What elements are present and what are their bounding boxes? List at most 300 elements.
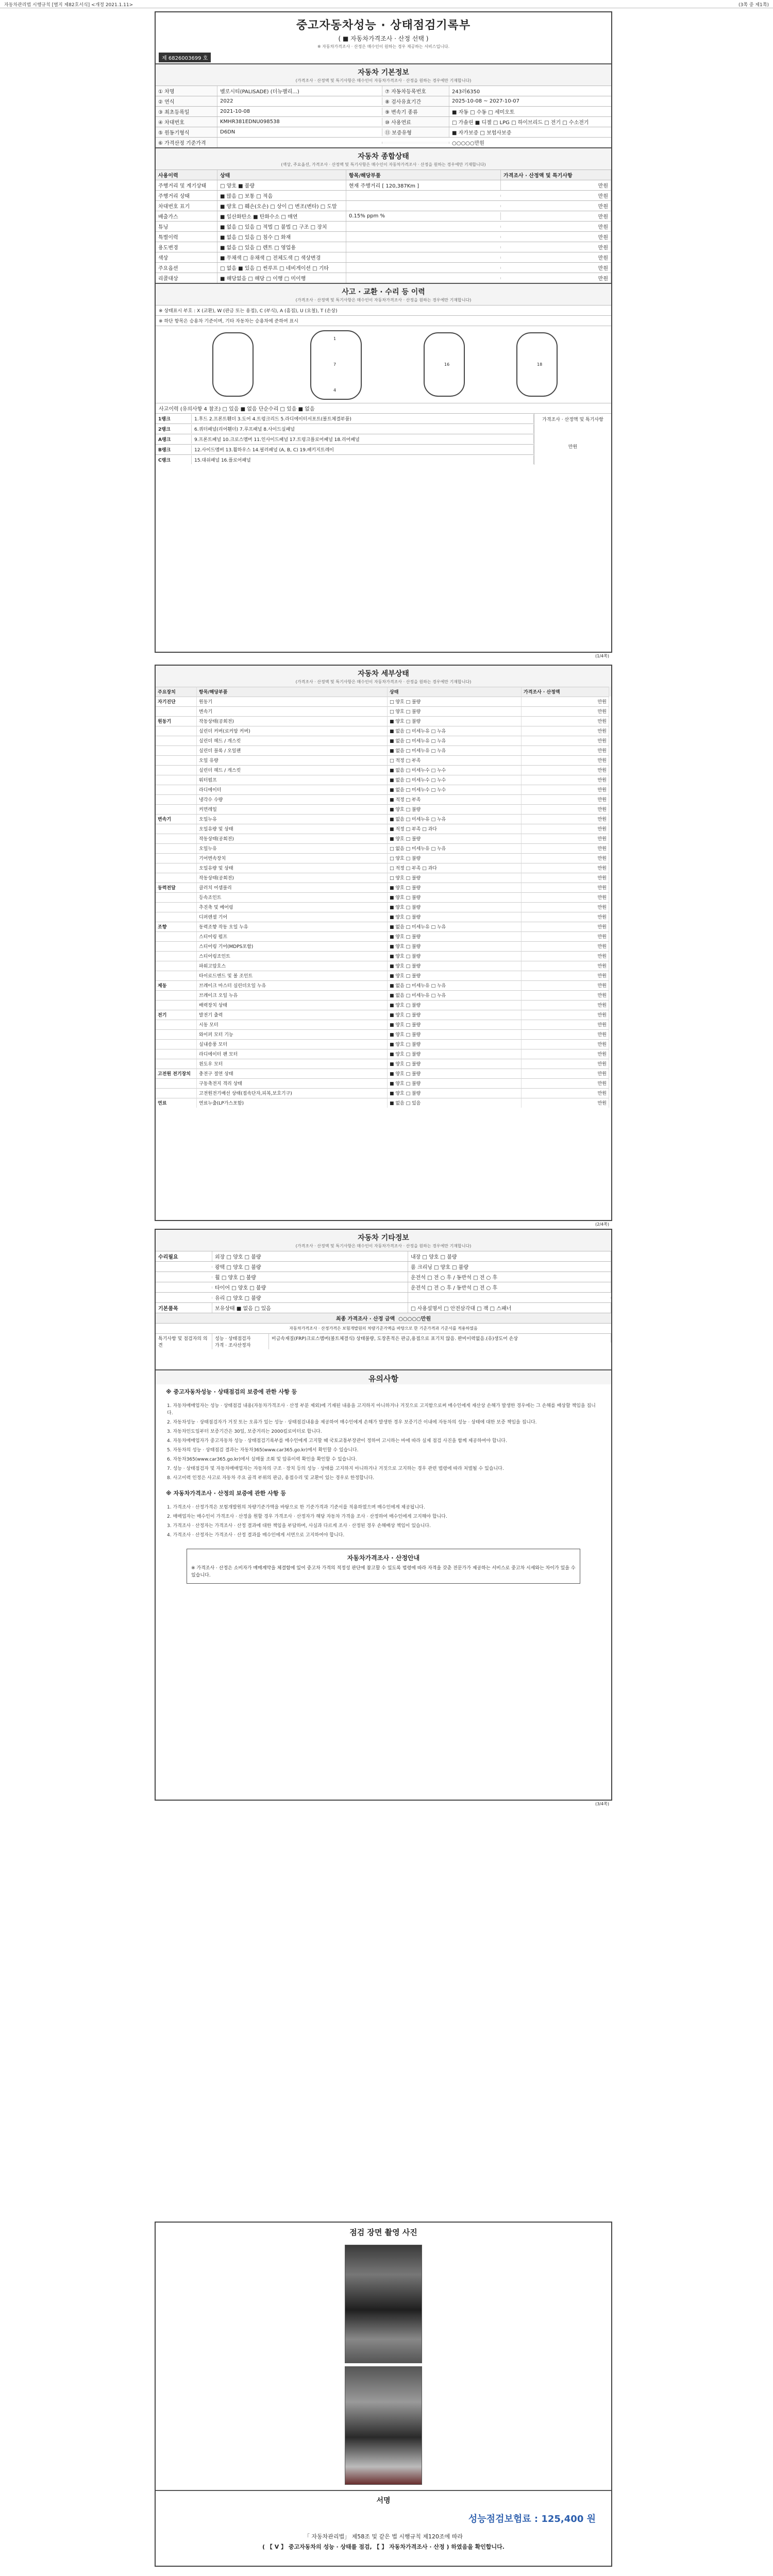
page-4 (155, 2222, 612, 2567)
item-status: ■ 양호 □ 불량 (388, 941, 522, 951)
part-number: 7 (333, 362, 337, 367)
row-label: 기본품목 (156, 1303, 212, 1313)
item-label: 파워고압호스 (197, 961, 388, 971)
item-status: ■ 없음 □ 미세누유 □ 누유 (388, 990, 522, 1000)
field-value: ○○○○○만원 (452, 141, 484, 146)
section-subtitle: (가격조사 · 산정액 및 특기사항은 매수인이 자동차가격조사 · 산정을 원하는 경우에만 기재합니다) (156, 679, 611, 687)
parts-rank-row (156, 434, 534, 444)
item-label: 오일유량 및 상태 (197, 863, 388, 873)
item-label: 추진축 및 베어링 (197, 902, 388, 912)
item-status: ■ 양호 □ 불량 (388, 961, 522, 971)
basic-info-row (156, 127, 611, 137)
row-label (156, 1297, 212, 1299)
row-left: 타이어 □ 양호 □ 불량 (212, 1282, 408, 1292)
item-label: 윈도우 모터 (197, 1059, 388, 1069)
group-label (156, 961, 197, 971)
part-number: 1 (333, 336, 337, 341)
group-label (156, 1039, 197, 1049)
column-header: 주요장치 (156, 687, 197, 697)
item-status: ■ 양호 □ 불량 (388, 1000, 522, 1010)
group-label (156, 941, 197, 951)
column-header: 상태 (217, 170, 346, 180)
price-unit: 만원 (522, 853, 609, 863)
parts-rank-row (156, 444, 534, 454)
section-subtitle: (가격조사 · 산정액 및 특기사항은 매수인이 자동차가격조사 · 산정을 원하는 경우에만 기재합니다) (156, 297, 611, 305)
table-cell: 만원 (501, 263, 611, 273)
page-count: (3쪽 중 제1쪽) (738, 3, 769, 8)
item-label: 클러치 어셈블리 (197, 883, 388, 892)
group-label: 전기 (156, 1010, 197, 1020)
parts-rank-table (156, 413, 534, 465)
car-outline-left (212, 332, 254, 397)
field-value (217, 142, 382, 144)
table-cell: □ 없음 ■ 있음 □ 썬루프 □ 네비게이션 □ 기타 (217, 263, 346, 273)
item-status: ■ 양호 □ 불량 (388, 951, 522, 961)
item-status: ■ 없음 □ 미세누유 □ 누유 (388, 736, 522, 745)
table-cell: 만원 (501, 211, 611, 221)
sign-section (156, 2490, 611, 2551)
page-2 (155, 665, 612, 1227)
field-label: ③ 최초등록일 (156, 107, 217, 116)
item-label: 충전구 절연 상태 (197, 1069, 388, 1078)
price-unit: 만원 (522, 824, 609, 834)
rank-parts: 15.대쉬패널 16.플로어패널 (192, 455, 534, 464)
notice-item: 7. 성능 · 상태점검자 및 자동차매매업자는 자동차의 구조 · 장치 등의 성능 · 상태를 고지하지 아니하거나 거짓으로 고지하는 경우 관련 법령에 따라 처벌될 수 있습니다. (167, 1466, 504, 1471)
notice-item: 8. 사고이력 인정은 사고로 자동차 주요 골격 부위의 판금, 용접수리 및 교환이 있는 경우로 한정합니다. (167, 1475, 375, 1481)
price-unit: 만원 (522, 804, 609, 814)
basic-info-section (156, 63, 611, 147)
other-info-table (156, 1251, 611, 1313)
item-status: ■ 양호 □ 불량 (388, 1069, 522, 1078)
field-label (382, 142, 449, 144)
detail-status-table (156, 697, 611, 1108)
notice-item: 1. 자동차매매업자는 성능 · 상태점검 내용(자동차가격조사 · 산정 부분 제외)에 기재된 내용을 고지하지 아니하거나 거짓으로 고지함으로써 매수인에게 재산상 손해가 발생한 경우에는 그 손해를 배상할 책임을 집니다. (167, 1403, 596, 1416)
price-unit: 만원 (522, 863, 609, 873)
final-price-row (156, 1313, 611, 1323)
page-label: (1/4쪽) (595, 654, 609, 658)
field-value: 2025-10-08 ~ 2027-10-07 (452, 98, 519, 104)
final-price-label: 최종 가격조사 · 산정 금액 (335, 1316, 395, 1322)
item-label: 스티어링 펌프 (197, 931, 388, 941)
notice-title: 유의사항 (156, 1370, 611, 1384)
page-label: (2/4쪽) (595, 1222, 609, 1227)
part-number: 18 (537, 362, 543, 367)
photo-section-title: 점검 장면 촬영 사진 (156, 2223, 611, 2242)
price-unit: 만원 (522, 931, 609, 941)
field-value: 243러6350 (452, 89, 480, 95)
item-label: 작동상태(공회전) (197, 716, 388, 726)
price-unit: 만원 (522, 726, 609, 736)
row-label (156, 1286, 212, 1289)
table-row (156, 180, 611, 190)
price-unit: 만원 (522, 971, 609, 980)
item-label: 변속기 (197, 706, 388, 716)
field-value: KMHR381EDNU098538 (217, 118, 382, 126)
item-status: ■ 양호 □ 불량 (388, 1020, 522, 1029)
table-cell (346, 195, 501, 197)
row-left: 광택 □ 양호 □ 불량 (212, 1262, 408, 1272)
group-label (156, 1059, 197, 1069)
document-number: 제 6826003699 호 (159, 53, 211, 62)
table-cell: 배출가스 (156, 211, 217, 221)
table-cell: 특별이력 (156, 232, 217, 242)
table-row (156, 262, 611, 273)
item-status: ■ 양호 □ 불량 (388, 716, 522, 726)
item-status: ■ 없음 □ 미세누수 □ 누수 (388, 775, 522, 785)
item-label: 시동 모터 (197, 1020, 388, 1029)
part-number: 4 (333, 388, 337, 393)
item-label: 냉각수 수량 (197, 794, 388, 804)
price-unit: 만원 (522, 951, 609, 961)
item-label: 스티어링조인트 (197, 951, 388, 961)
table-cell (346, 267, 501, 269)
field-label: ⑥ 가격산정 기준가격 (156, 138, 217, 147)
group-label (156, 843, 197, 853)
group-label: 고전원 전기장치 (156, 1069, 197, 1078)
law-reference: 「 자동차관리법」 제58조 및 같은 법 시행규칙 제120조에 따라 (304, 2533, 463, 2540)
price-unit: 만원 (522, 883, 609, 892)
page-1 (155, 11, 612, 658)
price-unit: 만원 (522, 716, 609, 726)
item-label: 오일누유 (197, 843, 388, 853)
price-unit: 만원 (522, 765, 609, 775)
price-note-label: 가격조사 · 산정액 및 특기사항 (542, 417, 603, 422)
item-label: 디퍼렌셜 기어 (197, 912, 388, 922)
item-status: ■ 없음 □ 미세누수 □ 누수 (388, 785, 522, 794)
item-status: □ 양호 □ 불량 (388, 697, 522, 706)
item-label: 워터펌프 (197, 775, 388, 785)
table-cell: 만원 (501, 252, 611, 262)
table-row (156, 231, 611, 242)
section-subtitle: (가격조사 · 산정액 및 특기사항은 매수인이 자동차가격조사 · 산정을 원하는 경우에만 기재합니다) (156, 78, 611, 86)
field-label: ④ 차대번호 (156, 117, 217, 127)
group-label (156, 892, 197, 902)
row-label: 수리필요 (156, 1251, 212, 1261)
item-status: ■ 양호 □ 불량 (388, 1059, 522, 1069)
item-status: ■ 없음 □ 미세누유 □ 누유 (388, 814, 522, 824)
group-label (156, 706, 197, 716)
guide-title: 자동차가격조사 · 산정안내 (347, 1554, 420, 1562)
table-row (156, 252, 611, 262)
item-label: 실린더 커버(로커암 커버) (197, 726, 388, 736)
table-cell: 만원 (501, 273, 611, 283)
item-label: 발전기 출력 (197, 1010, 388, 1020)
price-unit: 만원 (522, 980, 609, 990)
price-unit: 만원 (522, 775, 609, 785)
rank-label: 2랭크 (156, 425, 192, 433)
notice-item: 3. 자동차인도일부터 보증기간은 30일, 보증거리는 2000킬로미터로 합니다. (167, 1429, 322, 1434)
item-status: ■ 양호 □ 불량 (388, 883, 522, 892)
price-unit: 만원 (522, 697, 609, 706)
group-label (156, 853, 197, 863)
special-notes-text: 비금속재질(FRP)크로스멤버(볼트체결식) 상태불량, 도장흔적은 판금,용접으로 표기치 않음. 완비이력없음.(유)생도어 손상 (269, 1334, 611, 1343)
group-label: 조향 (156, 922, 197, 931)
rank-label: 1랭크 (156, 414, 192, 423)
table-cell: ■ 양호 □ 훼손(오손) □ 상이 □ 변조(변타) □ 도말 (217, 201, 346, 211)
section-title: 자동차 종합상태 (156, 148, 611, 162)
table-cell: 만원 (501, 201, 611, 211)
price-unit: 만원 (522, 1059, 609, 1069)
detail-table-header (156, 687, 611, 697)
other-info-section (156, 1230, 611, 1369)
item-label: 오일 유량 (197, 755, 388, 765)
group-label (156, 1088, 197, 1098)
field-value: ■ 자가보증 □ 보험사보증 (452, 130, 512, 136)
group-label: 연료 (156, 1098, 197, 1108)
confirmation-line: ( 【 V 】 중고자동차의 성능 · 상태를 점검, 【 】 자동차가격조사 · 산정 ) 하였음을 확인합니다. (262, 2544, 505, 2550)
item-label: 실내송풍 모터 (197, 1039, 388, 1049)
table-cell (346, 277, 501, 279)
item-label: 동력조향 작동 오일 누유 (197, 922, 388, 931)
item-label: 원동기 (197, 697, 388, 706)
item-status: ■ 없음 □ 미세누유 □ 누유 (388, 980, 522, 990)
table-cell: □ 양호 ■ 불량 (217, 180, 346, 190)
table-cell: 현재 주행거리 [ 120,387Km ] (346, 180, 501, 190)
group-label (156, 1029, 197, 1039)
other-info-row (156, 1251, 611, 1261)
inspector-list (212, 1334, 269, 1349)
price-unit: 만원 (522, 843, 609, 853)
group-label (156, 824, 197, 834)
table-cell: ■ 일산화탄소 ■ 탄화수소 □ 매연 (217, 211, 346, 221)
field-label: ② 연식 (156, 96, 217, 106)
group-label: 동력전달 (156, 883, 197, 892)
item-label: 고전원전기배선 상태(접속단자,피복,보호기구) (197, 1088, 388, 1098)
notice-section (156, 1369, 611, 1584)
row-label (156, 1266, 212, 1268)
rank-parts: 6.쿼터패널(리어휀더) 7.루프패널 8.사이드실패널 (192, 425, 534, 433)
item-status: ■ 양호 □ 불량 (388, 892, 522, 902)
section-title: 자동차 기타정보 (156, 1230, 611, 1243)
price-unit: 만원 (522, 755, 609, 765)
column-header: 항목/해당부품 (346, 170, 501, 180)
column-header: 가격조사 · 산정액 및 특기사항 (501, 170, 611, 180)
inspector-label: 성능 · 상태점검자 (215, 1336, 251, 1342)
table-cell: 차대번호 표기 (156, 201, 217, 211)
price-unit: 만원 (522, 794, 609, 804)
header-note: ※ 자동차가격조사 · 산정은 매수인이 원하는 경우 제공하는 서비스입니다. (317, 44, 450, 49)
table-cell: 주요옵션 (156, 263, 217, 273)
group-label (156, 1020, 197, 1029)
item-status: ■ 양호 □ 불량 (388, 1078, 522, 1088)
item-label: 실린더 블록 / 오일팬 (197, 745, 388, 755)
item-label: 타이로드엔드 및 볼 조인트 (197, 971, 388, 980)
item-status: ■ 양호 □ 불량 (388, 1088, 522, 1098)
other-info-row (156, 1261, 611, 1272)
item-status: □ 적정 □ 부족 (388, 755, 522, 765)
group-label: 자기진단 (156, 697, 197, 706)
group-label (156, 902, 197, 912)
field-value: □ 가솔린 ■ 디젤 □ LPG □ 하이브리드 □ 전기 □ 수소전기 (452, 120, 589, 126)
overall-status-section (156, 147, 611, 283)
price-unit: 만원 (522, 1039, 609, 1049)
section-title: 자동차 기본정보 (156, 64, 611, 78)
price-unit: 만원 (522, 1029, 609, 1039)
item-status: □ 양호 □ 불량 (388, 706, 522, 716)
group-label (156, 1049, 197, 1059)
price-unit: 만원 (522, 706, 609, 716)
table-cell: 0.15% ppm % (346, 212, 501, 220)
basic-info-row (156, 116, 611, 127)
notice-item: 2. 자동차성능 · 상태점검자가 거짓 또는 오류가 있는 성능 · 상태점검내용을 제공하여 매수인에게 손해가 발생한 경우 보증기간 이내에 자동차의 성능 · 상태에 대한 보증 책임을 집니다. (167, 1419, 537, 1425)
group-label (156, 873, 197, 883)
notice-item: 4. 자동차매매업자가 중고자동차 성능 · 상태점검기록부를 매수인에게 고지할 때 국토교통부장관이 정하여 고시하는 바에 따라 실제 점검 사진을 함께 제공하여야 합니다. (167, 1438, 507, 1444)
row-left: 외장 □ 양호 □ 불량 (212, 1251, 408, 1261)
row-right: 내장 □ 양호 □ 불량 (408, 1251, 611, 1261)
item-label: 브레이크 오일 누유 (197, 990, 388, 1000)
notice-item: 5. 자동차의 성능 · 상태점검 결과는 자동차365(www.car365.go.kr)에서 확인할 수 있습니다. (167, 1447, 359, 1453)
parts-rank-row (156, 454, 534, 465)
price-unit: 만원 (522, 1020, 609, 1029)
item-status: □ 양호 □ 불량 (388, 853, 522, 863)
field-label: ① 차명 (156, 86, 217, 96)
item-status: ■ 적정 □ 부족 □ 과다 (388, 824, 522, 834)
price-unit: 만원 (522, 1000, 609, 1010)
basic-info-row (156, 137, 611, 147)
final-price-note: 자동차가격조사 · 산정가격은 보험개발원의 차량기준가액을 바탕으로 한 기준가격과 기준서를 적용하였음 (156, 1323, 611, 1333)
item-label: 실린더 헤드 / 개스킷 (197, 765, 388, 775)
field-label: ⑨ 변속기 종류 (382, 107, 449, 116)
table-cell: 만원 (501, 180, 611, 190)
item-status: ■ 양호 □ 불량 (388, 1039, 522, 1049)
sign-title: 서명 (156, 2491, 611, 2510)
column-header: 사용이력 (156, 170, 217, 180)
item-status: □ 적정 □ 부족 □ 과다 (388, 863, 522, 873)
appraisal-guide-box (187, 1549, 580, 1584)
parts-rank-row (156, 413, 534, 423)
price-unit: 만원 (522, 1098, 609, 1108)
table-cell: 만원 (501, 232, 611, 242)
other-info-row (156, 1272, 611, 1282)
item-label: 커먼레일 (197, 804, 388, 814)
field-label: ⑤ 원동기형식 (156, 127, 217, 137)
basic-info-row (156, 96, 611, 106)
item-label: 연료누출(LP가스포함) (197, 1098, 388, 1108)
price-unit: 만원 (522, 941, 609, 951)
group-label: 제동 (156, 980, 197, 990)
special-notes-label: 특기사항 및 점검자의 의견 (156, 1334, 212, 1349)
table-row (156, 221, 611, 231)
parts-rank-row (156, 423, 534, 434)
basic-info-row (156, 86, 611, 96)
item-status: ■ 양호 □ 불량 (388, 971, 522, 980)
notice-item: 1. 가격조사 · 산정가격은 보험개발원의 차량기준가액을 바탕으로 한 기준가격과 기준서를 적용하였으며 매수인에게 제공됩니다. (167, 1505, 425, 1511)
item-label: 구동축전지 격리 상태 (197, 1078, 388, 1088)
car-diagram (156, 326, 611, 403)
group-label (156, 785, 197, 794)
item-label: 작동상태(공회전) (197, 834, 388, 843)
guide-text: ※ 가격조사 · 산정은 소비자가 매매계약을 체결함에 있어 중고차 가격의 적정성 판단에 참고할 수 있도록 법령에 따라 자격을 갖춘 전문가가 제공하는 서비스로 중고차 시세와는 차이가 있을 수 있습니다. (191, 1566, 576, 1578)
field-value: 벨로시티(PALISADE) (더뉴팰리...) (217, 86, 382, 96)
table-cell (346, 257, 501, 259)
field-value: 2021-10-08 (217, 108, 382, 115)
row-left: 휠 □ 양호 □ 불량 (212, 1272, 408, 1282)
price-unit: 만원 (522, 922, 609, 931)
table-cell (346, 226, 501, 228)
item-status: ■ 양호 □ 불량 (388, 1010, 522, 1020)
table-cell: ■ 많음 □ 보통 □ 적음 (217, 191, 346, 200)
parts-block (156, 413, 611, 465)
price-unit: 만원 (522, 902, 609, 912)
group-label (156, 931, 197, 941)
price-unit: 만원 (522, 814, 609, 824)
price-unit: 만원 (522, 1049, 609, 1059)
group-label (156, 765, 197, 775)
table-cell (346, 205, 501, 207)
table-cell: ■ 해당없음 □ 해당 □ 이행 □ 미이행 (217, 273, 346, 283)
field-label: ⑩ 사용연료 (382, 117, 449, 127)
item-status: ■ 없음 □ 미세누유 □ 누유 (388, 745, 522, 755)
row-left: 보유상태 ■ 없음 □ 있음 (212, 1303, 408, 1313)
other-info-row (156, 1302, 611, 1313)
notice-item: 3. 가격조사 · 산정자는 가격조사 · 산정 결과에 대한 책임을 부담하며, 사실과 다르게 조사 · 산정된 경우 손해배상 책임이 있습니다. (167, 1523, 431, 1529)
table-cell: ■ 없음 □ 있음 □ 렌트 □ 영업용 (217, 242, 346, 252)
section-title: 자동차 세부상태 (156, 666, 611, 679)
accident-history-section (156, 283, 611, 465)
group-label (156, 1000, 197, 1010)
page-subtitle: ( ■ 자동차가격조사 · 산정 선택 ) (338, 35, 429, 42)
price-unit: 만원 (522, 1069, 609, 1078)
table-header-row (156, 170, 611, 180)
notice-item: 2. 매매업자는 매수인이 가격조사 · 산정을 원할 경우 가격조사 · 산정자가 해당 자동차 가격을 조사 · 산정하여 매수인에게 고지해야 합니다. (167, 1514, 447, 1520)
item-label: 와이퍼 모터 기능 (197, 1029, 388, 1039)
item-label: 스티어링 기어(MDPS포함) (197, 941, 388, 951)
row-right (408, 1297, 611, 1299)
table-cell: 리콜대상 (156, 273, 217, 283)
table-row (156, 242, 611, 252)
table-row (156, 190, 611, 200)
column-header: 항목/해당부품 (197, 687, 388, 697)
group-label (156, 971, 197, 980)
item-status: ■ 없음 □ 있음 (388, 1098, 522, 1108)
rank-label: C랭크 (156, 455, 192, 464)
table-row (156, 273, 611, 283)
rank-parts: 12.사이드멤버 13.휠하우스 14.필러패널 (A, B, C) 19.패키지트레이 (192, 445, 534, 454)
row-right: 운전석 □ 전 ○ 후 / 동반석 □ 전 ○ 후 (408, 1282, 611, 1292)
field-value: D6DN (217, 128, 382, 136)
item-status: ■ 없음 □ 미세누수 □ 누수 (388, 765, 522, 775)
item-label: 브레이크 마스터 실린더오일 누유 (197, 980, 388, 990)
basic-info-rows (156, 86, 611, 147)
table-cell (346, 246, 501, 248)
detail-status-section (156, 666, 611, 1108)
row-label (156, 1276, 212, 1278)
item-status: ■ 양호 □ 불량 (388, 902, 522, 912)
item-label: 오일누유 (197, 814, 388, 824)
rank-parts: 1.후드 2.프론트휀더 3.도어 4.트렁크리드 5.라디에이터서포트(볼트체결부품) (192, 414, 534, 423)
section-title: 사고 · 교환 · 수리 등 이력 (156, 284, 611, 297)
column-header: 가격조사 · 산정액 (522, 687, 609, 697)
rank-label: B랭크 (156, 445, 192, 454)
column-header: 상태 (388, 687, 522, 697)
item-status: ■ 양호 □ 불량 (388, 1049, 522, 1059)
price-unit: 만원 (522, 990, 609, 1000)
price-unit: 만원 (522, 745, 609, 755)
section-subtitle: (색상, 주요옵션, 가격조사 · 산정액 및 특기사항은 매수인이 자동차가격조사 · 산정을 원하는 경우에만 기재합니다) (156, 162, 611, 170)
item-label: 라디에이터 (197, 785, 388, 794)
table-cell: 용도변경 (156, 242, 217, 252)
page-3 (155, 1229, 612, 1806)
field-label: ⑪ 보증유형 (382, 127, 449, 137)
section-subtitle: (가격조사 · 산정액 및 특기사항은 매수인이 자동차가격조사 · 산정을 원하는 경우에만 기재합니다) (156, 1243, 611, 1251)
field-value: ■ 자동 □ 수동 □ 세미오토 (452, 110, 515, 115)
table-cell (346, 236, 501, 238)
price-unit: 만원 (522, 961, 609, 971)
table-cell: 색상 (156, 252, 217, 262)
table-cell: 주행거리 및 계기상태 (156, 180, 217, 190)
table-row (156, 200, 611, 211)
form-reference: 자동차관리법 시행규칙 [별지 제82호서식] <개정 2021.1.11> (4, 3, 133, 8)
